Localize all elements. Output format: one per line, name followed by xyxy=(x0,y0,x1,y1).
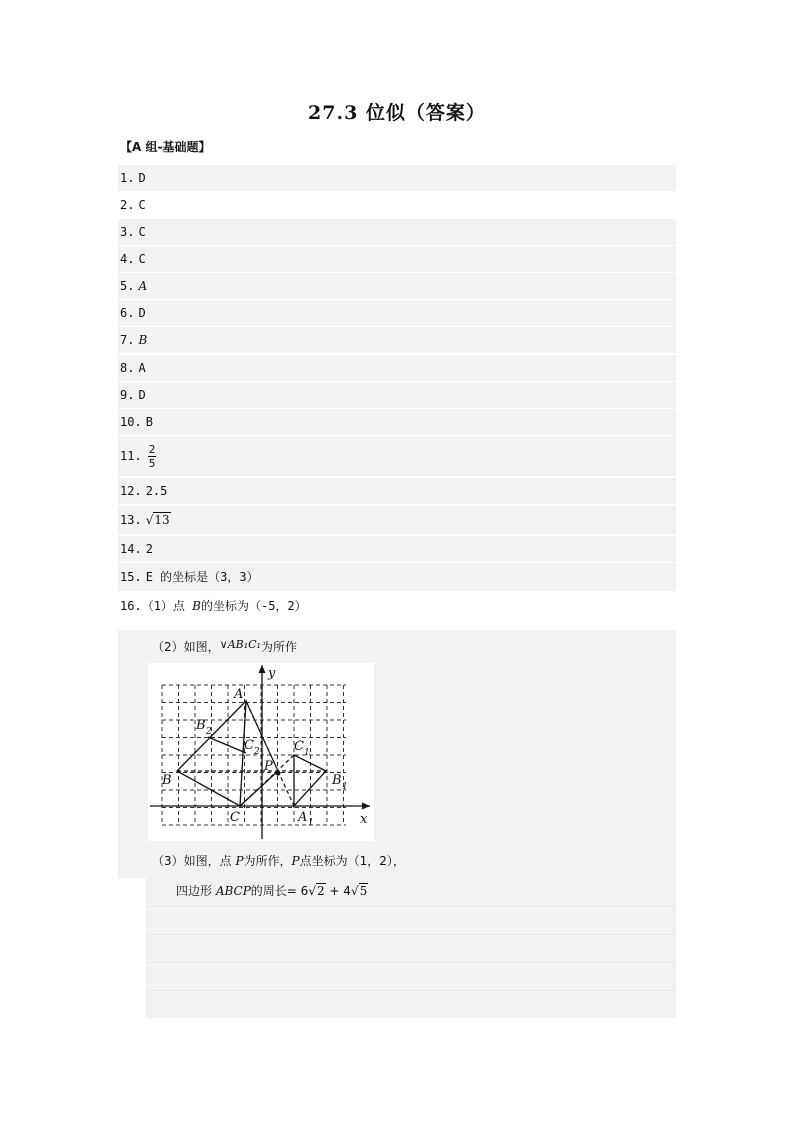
page-title: 27.3 位似（答案） xyxy=(308,102,486,124)
part3-prefix: （3）如图，点 xyxy=(152,854,236,868)
part1-var: B xyxy=(192,599,201,613)
sqrt-2: √5 xyxy=(350,884,368,898)
label-B2-sub: 2 xyxy=(206,727,212,737)
x-axis-arrow xyxy=(362,803,370,810)
label-C: C xyxy=(230,810,240,825)
answer-value: C xyxy=(138,198,146,212)
item-number: 7. xyxy=(120,333,135,347)
fraction xyxy=(148,443,157,470)
list-item xyxy=(118,219,676,245)
label-A1: A xyxy=(298,810,308,825)
item-number: 14. xyxy=(120,542,142,556)
part3-mid: 为所作， xyxy=(243,854,292,868)
list-item xyxy=(118,327,676,353)
label-B2: B xyxy=(196,718,206,733)
segment-B2C2 xyxy=(208,737,246,753)
y-axis-arrow xyxy=(259,665,266,673)
list-item xyxy=(118,506,676,534)
perim-mid: 的周长= 6 xyxy=(250,884,309,898)
fraction-denominator: 5 xyxy=(148,457,156,470)
list-item xyxy=(118,355,676,381)
label-B1: B xyxy=(332,773,342,788)
part3-suffix: 点坐标为（1，2）， xyxy=(299,854,405,868)
item-number: 9. xyxy=(120,388,135,402)
item-number: 15. xyxy=(120,570,142,584)
list-item xyxy=(118,436,676,476)
label-P: P xyxy=(264,759,273,774)
q16-perimeter xyxy=(176,882,368,899)
label-A: A xyxy=(234,687,244,702)
item-number: 11. xyxy=(120,449,142,463)
fraction-numerator: 2 xyxy=(148,443,156,456)
item-number: 12. xyxy=(120,484,142,498)
label-C1-sub: 1 xyxy=(304,748,310,758)
label-C2-sub: 2 xyxy=(254,747,260,757)
list-item xyxy=(118,382,676,408)
part1-prefix: （1）点 xyxy=(141,599,193,613)
answer-value: 2.5 xyxy=(145,484,168,498)
item-number: 10. xyxy=(120,415,142,429)
item-number: 3. xyxy=(120,225,135,239)
item-number: 16. xyxy=(120,599,142,613)
part2-prefix: （2）如图， xyxy=(152,640,220,654)
list-item xyxy=(118,273,676,299)
answer-value: D xyxy=(138,306,146,320)
coordinate-figure xyxy=(148,663,374,841)
part3-var1: P xyxy=(235,854,244,868)
answer-value: C xyxy=(138,225,146,239)
list-item xyxy=(118,409,676,435)
q16-part2 xyxy=(152,638,297,655)
list-item xyxy=(118,300,676,326)
label-A1-sub: 1 xyxy=(308,818,314,828)
perim-prefix: 四边形 xyxy=(176,884,216,898)
answer-value: D xyxy=(138,171,146,185)
label-B1-sub: 1 xyxy=(342,782,348,792)
answer-value: D xyxy=(138,388,146,402)
part1-suffix: 的坐标为（-5，2） xyxy=(200,599,307,613)
q16-part3 xyxy=(152,852,405,869)
point-P xyxy=(275,770,280,775)
item-number: 6. xyxy=(120,306,135,320)
radicand: 13 xyxy=(154,513,170,527)
figure-svg xyxy=(148,663,374,841)
section-heading: 【A 组-基础题】 xyxy=(120,140,211,154)
list-item xyxy=(118,563,676,591)
answer-value: E 的坐标是（3，3） xyxy=(145,570,259,584)
perim-plus: + 4 xyxy=(325,884,351,898)
item-number: 8. xyxy=(120,361,135,375)
item-number: 5. xyxy=(120,279,135,293)
part3-var2: P xyxy=(291,854,300,868)
q16-panel-lower xyxy=(146,878,676,1018)
answer-value: B xyxy=(145,415,153,429)
item-number: 13. xyxy=(120,513,142,527)
list-item xyxy=(118,536,676,562)
answer-value: 2 xyxy=(145,542,153,556)
list-item xyxy=(118,478,676,504)
square-root: √13 xyxy=(145,513,170,527)
perim-var: ABCP xyxy=(215,884,251,898)
item-number: 4. xyxy=(120,252,135,266)
list-item-16-part1 xyxy=(118,593,676,619)
answer-value: A xyxy=(138,361,146,375)
label-C2: C xyxy=(244,738,254,753)
label-C1: C xyxy=(294,739,304,754)
part2-symbol: ∨AB₁C₁ xyxy=(219,638,261,651)
sqrt-1: √2 xyxy=(308,884,325,898)
label-x: x xyxy=(360,812,368,827)
label-B: B xyxy=(162,773,172,788)
answer-value: C xyxy=(138,252,146,266)
answer-value: A xyxy=(138,279,148,293)
part2-suffix: 为所作 xyxy=(260,640,297,654)
label-y: y xyxy=(268,666,276,681)
item-number: 2. xyxy=(120,198,135,212)
list-item xyxy=(118,165,676,191)
list-item xyxy=(118,246,676,272)
item-number: 1. xyxy=(120,171,135,185)
answer-value: B xyxy=(138,333,148,347)
list-item xyxy=(118,192,676,218)
